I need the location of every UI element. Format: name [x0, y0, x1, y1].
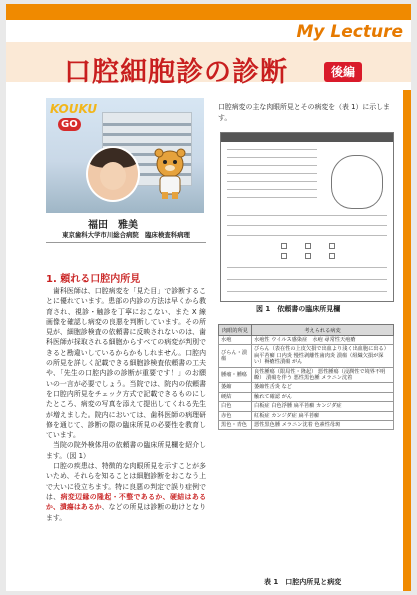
- top-accent-bar: [6, 4, 411, 20]
- author-avatar: [86, 146, 140, 202]
- body-run: 、などの所見は診断の助けとなります。: [46, 503, 207, 522]
- section-heading: 1. 頼れる口腔内所見: [46, 274, 141, 285]
- side-accent-stripe: [403, 90, 411, 591]
- table-row: 赤色 紅板症 カンジダ症 扁平苔癬: [219, 411, 394, 420]
- table-row: 水疱 水疱性 ウイルス感染症 水疱 尋常性天疱瘡: [219, 336, 394, 345]
- part-badge: 後編: [324, 62, 362, 82]
- body-text: [46, 286, 206, 523]
- body-paragraph: 歯科医師は、口腔病変を「見た目」で診断することに優れています。患部の内診の方法は早くから教育され、視診・触診を丁寧におこない、また X 線画像を確認し病変の良悪を判断しています。その所見が、細胞診検査の依頼書に反映されないのは、歯科医師が採取される細胞からすべての病変が判別できると勘違いしているからかもしれません。口腔内の所見を詳しく記載できる細胞診検査依頼書の工夫や、「先生の口腔内診の診断が重要です！」のお願いの一言が必要でしょう。当院では、院内の依頼書を口腔内所見をチェック方式で記載できるものにしたところ、病変の写真を添えて提出してくれる先生が増えました。院内においては、歯科医師の病理研修を通じて、診断の際の臨床所見の必要性を教育しています。: [46, 287, 206, 440]
- kouku-logo: KOUKU: [50, 102, 98, 116]
- body-paragraph: 当院の院外検体用の依頼書の臨床所見欄を紹介します。（図 1）: [46, 441, 206, 460]
- table-caption: 表 1 口腔内所見と病変: [264, 578, 342, 586]
- figure-caption: 図 1 依頼書の臨床所見欄: [256, 305, 341, 313]
- findings-table: [218, 324, 394, 430]
- article-page: [6, 4, 411, 591]
- series-brand: My Lecture: [296, 22, 403, 42]
- table-row: 黒色・青色 悪性黒色腫 メラニン沈着 色素性母斑: [219, 421, 394, 430]
- go-logo: GO: [58, 118, 81, 131]
- author-photo: [46, 98, 204, 213]
- table-row: 白色 白板症 白色浮腫 扁平苔癬 カンジダ症: [219, 402, 394, 411]
- mascot-character: [150, 148, 190, 200]
- table-row: 硬結 触れて確認 がん: [219, 392, 394, 401]
- author-name: 福田 雅美: [88, 220, 138, 231]
- right-intro-text: 口腔病変の主な肉眼所見とその病変を（表 1）に示します。: [218, 103, 390, 122]
- body-paragraph: [46, 461, 206, 523]
- highlighted-text: 病変辺縁の隆起・不整であるか、硬結はあるか、潰瘍はあるか: [46, 492, 207, 512]
- author-affiliation: 東京歯科大学市川総合病院 臨床検査科病理: [62, 231, 190, 239]
- body-run: 口腔の疾患は、特徴的な肉眼所見を示すことが多いため、それらを知ることは細胞診断をおこなう上で大いに役立ちます。特に良悪の判定で誤り症例では、: [46, 462, 206, 501]
- form-header-bar: [221, 133, 393, 142]
- divider: [46, 242, 206, 243]
- oral-diagram: [331, 155, 383, 209]
- article-title: 口腔細胞診の診断: [64, 57, 288, 88]
- request-form-figure: [220, 132, 394, 302]
- table-row: 腫瘤・腫瘍 良性腫瘍（限局性・隆起） 悪性腫瘍（浸潤性で境界不明瞭） 潰瘍を伴う 悪性黒色腫 メラニン沈着: [219, 367, 394, 383]
- table-header: 考えられる病変: [252, 325, 394, 336]
- table-row: びらん・潰瘍 びらん（表在性の上皮欠損で出血より浅く出血胞に出る） 扁平苔癬 口内炎 慢性剥離性歯肉炎 潰瘍（組織欠損が深い）褥瘡性潰瘍 がん: [219, 345, 394, 367]
- table-row: 萎縮 萎縮性舌炎 など: [219, 383, 394, 392]
- table-header: 肉眼的所見: [219, 325, 252, 336]
